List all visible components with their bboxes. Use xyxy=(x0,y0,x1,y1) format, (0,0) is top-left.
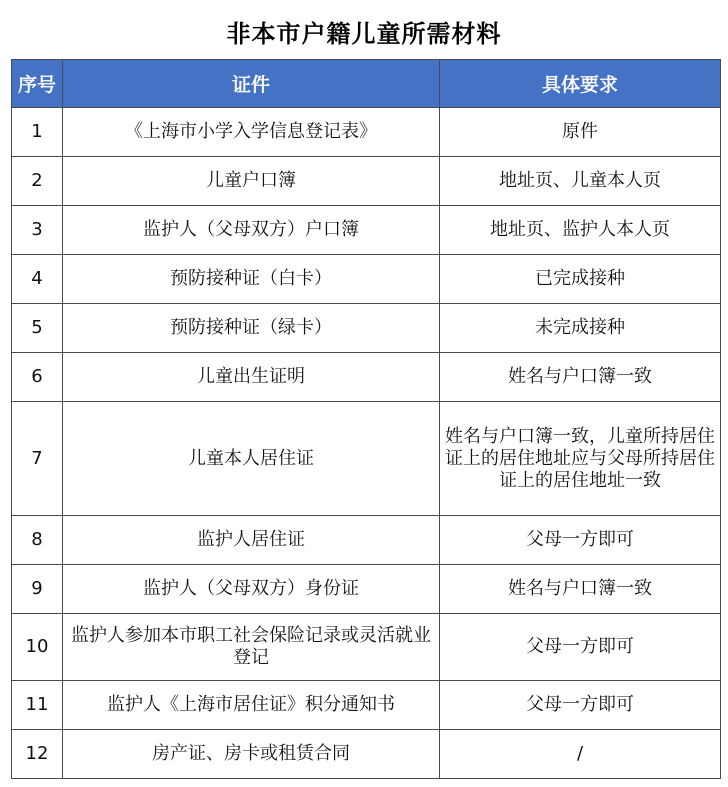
row-document: 儿童出生证明 xyxy=(63,353,440,402)
row-seq: 2 xyxy=(12,157,63,206)
table-header-row xyxy=(12,60,721,108)
header-requirement: 具体要求 xyxy=(440,60,721,108)
row-seq: 7 xyxy=(12,402,63,516)
row-seq: 8 xyxy=(12,516,63,565)
row-document: 监护人（父母双方）身份证 xyxy=(63,565,440,614)
row-requirement: 父母一方即可 xyxy=(440,681,721,730)
row-document: 监护人居住证 xyxy=(63,516,440,565)
row-requirement: 未完成接种 xyxy=(440,304,721,353)
header-document: 证件 xyxy=(63,60,440,108)
row-document: 预防接种证（白卡） xyxy=(63,255,440,304)
materials-table xyxy=(11,59,721,779)
row-document: 监护人（父母双方）户口簿 xyxy=(63,206,440,255)
page-title: 非本市户籍儿童所需材料 xyxy=(226,20,502,48)
row-requirement: 父母一方即可 xyxy=(440,516,721,565)
row-document: 监护人《上海市居住证》积分通知书 xyxy=(63,681,440,730)
row-seq: 12 xyxy=(12,730,63,779)
row-requirement: 已完成接种 xyxy=(440,255,721,304)
table-row xyxy=(12,681,721,730)
row-requirement: / xyxy=(440,730,721,779)
row-requirement: 原件 xyxy=(440,108,721,157)
table-row xyxy=(12,353,721,402)
row-document: 儿童本人居住证 xyxy=(63,402,440,516)
row-requirement: 父母一方即可 xyxy=(440,614,721,681)
row-seq: 6 xyxy=(12,353,63,402)
row-document: 监护人参加本市职工社会保险记录或灵活就业登记 xyxy=(63,614,440,681)
row-requirement: 地址页、儿童本人页 xyxy=(440,157,721,206)
table-row xyxy=(12,730,721,779)
row-document: 儿童户口簿 xyxy=(63,157,440,206)
table-row xyxy=(12,516,721,565)
row-seq: 1 xyxy=(12,108,63,157)
row-seq: 9 xyxy=(12,565,63,614)
row-requirement: 地址页、监护人本人页 xyxy=(440,206,721,255)
table-row xyxy=(12,157,721,206)
row-document: 房产证、房卡或租赁合同 xyxy=(63,730,440,779)
table-row xyxy=(12,565,721,614)
table-row xyxy=(12,614,721,681)
table-row xyxy=(12,255,721,304)
row-seq: 10 xyxy=(12,614,63,681)
row-seq: 5 xyxy=(12,304,63,353)
row-requirement: 姓名与户口簿一致 xyxy=(440,353,721,402)
table-row xyxy=(12,304,721,353)
header-seq: 序号 xyxy=(12,60,63,108)
row-document: 《上海市小学入学信息登记表》 xyxy=(63,108,440,157)
row-document: 预防接种证（绿卡） xyxy=(63,304,440,353)
row-requirement: 姓名与户口簿一致 xyxy=(440,565,721,614)
row-seq: 3 xyxy=(12,206,63,255)
table-row xyxy=(12,108,721,157)
row-requirement: 姓名与户口簿一致，儿童所持居住证上的居住地址应与父母所持居住证上的居住地址一致 xyxy=(440,402,721,516)
row-seq: 11 xyxy=(12,681,63,730)
row-seq: 4 xyxy=(12,255,63,304)
table-row xyxy=(12,402,721,516)
table-row xyxy=(12,206,721,255)
